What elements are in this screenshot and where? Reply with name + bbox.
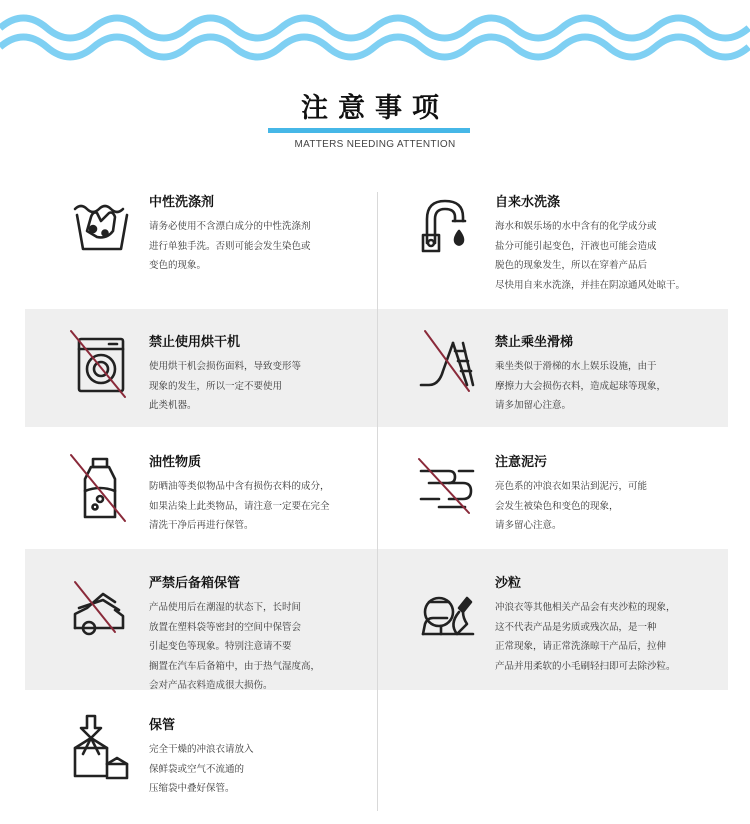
item-description: 乘坐类似于滑梯的水上娱乐设施，由于 摩擦力大会损伤衣料，造成起球等现象， 请多加留心注意。 — [495, 361, 667, 411]
item-title: 沙粒 — [495, 576, 522, 591]
item-description: 产品使用后在潮湿的状态下，长时间 放置在塑料袋等密封的空间中保管会 引起变色等现象。特别注意请不要 搁置在汽车后备箱中，由于热气湿度高， 会对产品衣料造成很大损伤。 — [149, 602, 321, 691]
care-item — [419, 191, 750, 301]
item-title: 禁止乘坐滑梯 — [495, 335, 574, 350]
storage-box-icon — [73, 714, 131, 784]
item-description: 使用烘干机会损伤面料，导致变形等 现象的发生，所以一定不要使用 此类机器。 — [149, 361, 302, 411]
item-title: 保管 — [149, 718, 176, 733]
no-oil-bottle-icon — [73, 451, 131, 521]
care-item — [419, 331, 750, 441]
care-item — [419, 572, 750, 682]
page-subtitle: MATTERS NEEDING ATTENTION — [294, 139, 456, 150]
no-mud-icon — [419, 451, 477, 521]
title-underline — [268, 128, 470, 133]
care-item — [73, 572, 423, 691]
care-item — [419, 451, 750, 561]
care-item — [73, 191, 423, 301]
item-title: 注意泥污 — [495, 455, 548, 470]
sand-brush-icon — [419, 572, 477, 642]
no-slide-icon — [419, 331, 477, 401]
item-title: 油性物质 — [149, 455, 202, 470]
wave-decoration — [0, 0, 750, 70]
water-tap-icon — [419, 191, 477, 261]
item-description: 海水和娱乐场的水中含有的化学成分或 盐分可能引起变色，汗液也可能会造成 脱色的现象发生，所以在穿着产品后 尽快用自来水洗涤，并挂在阴凉通风处晾干。 — [495, 221, 686, 291]
item-description: 亮色系的冲浪衣如果沾到泥污，可能 会发生被染色和变色的现象， 请多留心注意。 — [495, 481, 648, 531]
item-title: 严禁后备箱保管 — [149, 576, 241, 591]
care-item — [73, 331, 423, 441]
item-description: 冲浪衣等其他相关产品会有夹沙粒的现象， 这不代表产品是劣质或残次品，是一种 正常现象，请正常洗涤晾干产品后，拉伸 产品并用柔软的小毛刷轻扫即可去除沙粒。 — [495, 602, 676, 672]
item-description: 防晒油等类似物品中含有损伤衣料的成分， 如果沾染上此类物品，请注意一定要在完全 清洗干净后再进行保管。 — [149, 481, 330, 531]
item-title: 禁止使用烘干机 — [149, 335, 241, 350]
care-item — [73, 451, 423, 561]
hand-wash-basin-icon — [73, 191, 131, 261]
no-dryer-icon — [73, 331, 131, 401]
care-item — [73, 714, 423, 824]
item-description: 请务必使用不含漂白成分的中性洗涤剂 进行单独手洗。否则可能会发生染色或 变色的现象。 — [149, 221, 311, 271]
page-title: 注意事项 — [301, 93, 449, 124]
item-description: 完全干燥的冲浪衣请放入 保鲜袋或空气不流通的 压缩袋中叠好保管。 — [149, 744, 254, 794]
item-title: 中性洗涤剂 — [149, 195, 215, 210]
item-title: 自来水洗涤 — [495, 195, 561, 210]
no-car-trunk-icon — [73, 572, 131, 642]
